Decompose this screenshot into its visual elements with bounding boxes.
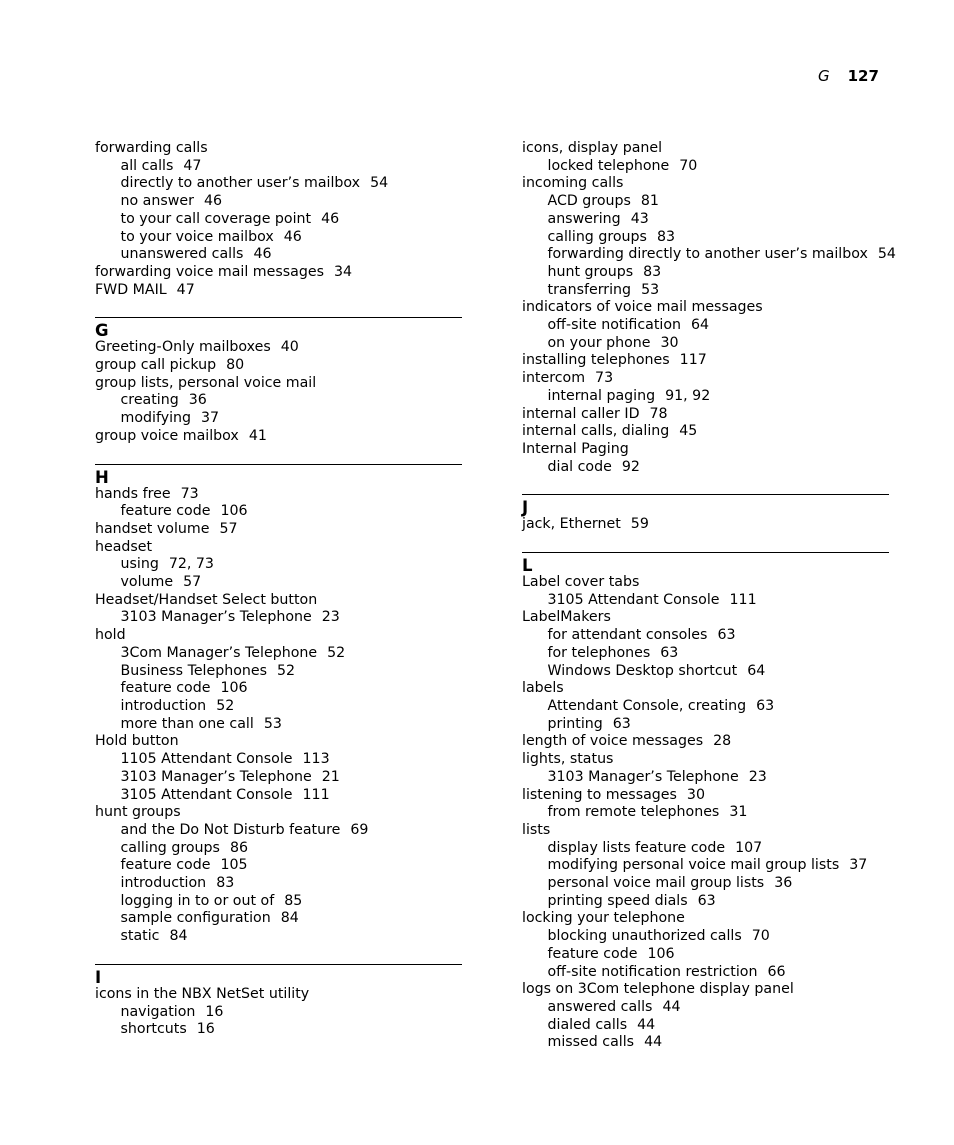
index-subentry bbox=[95, 574, 462, 592]
index-subentry bbox=[95, 609, 462, 627]
subentry-term: 3Com Manager’s Telephone bbox=[120, 644, 318, 661]
entry-term: LabelMakers bbox=[522, 609, 611, 626]
index-subentry bbox=[522, 229, 889, 247]
index-entry bbox=[95, 357, 462, 375]
index-subentry bbox=[95, 663, 462, 681]
index-entry bbox=[95, 521, 462, 539]
subentry-pages: 81 bbox=[640, 193, 659, 210]
subentry-pages: 23 bbox=[748, 768, 767, 785]
page-number: 127 bbox=[847, 67, 879, 85]
entry-pages: 59 bbox=[630, 516, 649, 533]
index-subentry bbox=[522, 999, 889, 1017]
index-entry bbox=[522, 574, 889, 592]
entry-term: incoming calls bbox=[522, 175, 624, 192]
subentry-pages: 64 bbox=[691, 317, 710, 334]
subentry-term: display lists feature code bbox=[547, 839, 726, 856]
entry-pages: 34 bbox=[333, 263, 353, 280]
index-subentry bbox=[95, 211, 462, 229]
entry-pages: 45 bbox=[679, 423, 698, 440]
entry-term: Hold button bbox=[95, 733, 179, 750]
subentry-pages: 37 bbox=[849, 857, 868, 874]
index-entry bbox=[95, 264, 462, 282]
subentry-term: locked telephone bbox=[547, 157, 670, 174]
index-subentry bbox=[522, 264, 889, 282]
subentry-term: modifying bbox=[120, 410, 192, 427]
subentry-term: printing speed dials bbox=[547, 892, 688, 909]
index-entry bbox=[522, 140, 889, 158]
subentry-pages: 16 bbox=[196, 1021, 215, 1038]
subentry-term: on your phone bbox=[547, 334, 651, 351]
subentry-pages: 37 bbox=[201, 410, 220, 427]
subentry-pages: 52 bbox=[216, 697, 235, 714]
entry-term: group call pickup bbox=[95, 357, 217, 374]
entry-term: listening to messages bbox=[522, 786, 677, 803]
subentry-pages: 54 bbox=[370, 175, 389, 192]
index-subentry bbox=[95, 928, 462, 946]
index-entry bbox=[95, 140, 462, 158]
subentry-pages: 105 bbox=[220, 857, 248, 874]
entry-pages: 117 bbox=[679, 352, 707, 369]
subentry-term: hunt groups bbox=[547, 263, 634, 280]
subentry-term: Business Telephones bbox=[120, 662, 268, 679]
subentry-term: sample configuration bbox=[120, 910, 271, 927]
index-entry bbox=[522, 609, 889, 627]
index-subentry bbox=[522, 875, 889, 893]
index-entry bbox=[95, 986, 462, 1004]
index-subentry bbox=[522, 1017, 889, 1035]
index-subentry bbox=[522, 928, 889, 946]
index-entry bbox=[522, 910, 889, 928]
subentry-pages: 83 bbox=[643, 263, 662, 280]
index-subentry bbox=[95, 751, 462, 769]
subentry-pages: 113 bbox=[302, 751, 330, 768]
index-subentry bbox=[522, 211, 889, 229]
index-subentry bbox=[95, 1021, 462, 1039]
subentry-term: transferring bbox=[547, 281, 632, 298]
subentry-term: Attendant Console, creating bbox=[547, 697, 747, 714]
entry-term: installing telephones bbox=[522, 352, 670, 369]
index-subentry bbox=[95, 822, 462, 840]
index-subentry bbox=[95, 857, 462, 875]
subentry-pages: 52 bbox=[327, 644, 346, 661]
index-subentry bbox=[95, 716, 462, 734]
subentry-pages: 53 bbox=[641, 281, 660, 298]
index-subentry bbox=[95, 193, 462, 211]
index-subentry bbox=[95, 158, 462, 176]
index-subentry bbox=[522, 459, 889, 477]
index-section bbox=[522, 552, 889, 1052]
entry-term: intercom bbox=[522, 370, 586, 387]
index-subentry bbox=[522, 388, 889, 406]
index-subentry bbox=[522, 193, 889, 211]
index-section bbox=[95, 140, 462, 299]
index-subentry bbox=[522, 857, 889, 875]
index-entry bbox=[522, 370, 889, 388]
index-subentry bbox=[522, 627, 889, 645]
running-header bbox=[818, 67, 879, 85]
section-letter-heading: H bbox=[95, 464, 462, 486]
subentry-pages: 36 bbox=[774, 875, 793, 892]
subentry-term: feature code bbox=[120, 857, 211, 874]
subentry-term: 3105 Attendant Console bbox=[547, 591, 720, 608]
index-subentry bbox=[522, 716, 889, 734]
subentry-pages: 44 bbox=[662, 998, 681, 1015]
entry-term: group lists, personal voice mail bbox=[95, 374, 317, 391]
subentry-term: printing bbox=[547, 715, 603, 732]
subentry-pages: 66 bbox=[767, 963, 786, 980]
index-entry bbox=[522, 787, 889, 805]
subentry-pages: 23 bbox=[321, 609, 340, 626]
index-entry bbox=[522, 423, 889, 441]
entry-term: indicators of voice mail messages bbox=[522, 299, 763, 316]
subentry-term: feature code bbox=[547, 945, 638, 962]
subentry-term: ACD groups bbox=[547, 193, 631, 210]
subentry-pages: 52 bbox=[277, 662, 296, 679]
subentry-pages: 83 bbox=[216, 875, 235, 892]
subentry-term: using bbox=[120, 556, 159, 573]
subentry-pages: 85 bbox=[284, 892, 303, 909]
entry-term: Greeting-Only mailboxes bbox=[95, 339, 271, 356]
subentry-pages: 86 bbox=[229, 839, 248, 856]
entry-term: locking your telephone bbox=[522, 910, 685, 927]
entry-term: handset volume bbox=[95, 520, 210, 537]
entry-term: jack, Ethernet bbox=[522, 516, 621, 533]
subentry-term: no answer bbox=[120, 193, 194, 210]
index-subentry bbox=[522, 946, 889, 964]
index-subentry bbox=[522, 645, 889, 663]
index-entry bbox=[522, 680, 889, 698]
subentry-pages: 91, 92 bbox=[665, 387, 711, 404]
index-subentry bbox=[522, 663, 889, 681]
entry-term: Label cover tabs bbox=[522, 574, 640, 591]
entry-pages: 78 bbox=[649, 405, 668, 422]
subentry-term: shortcuts bbox=[120, 1021, 187, 1038]
subentry-pages: 107 bbox=[735, 839, 763, 856]
index-subentry bbox=[95, 503, 462, 521]
subentry-pages: 106 bbox=[647, 945, 675, 962]
index-subentry bbox=[522, 840, 889, 858]
index-entry bbox=[95, 428, 462, 446]
entry-term: lists bbox=[522, 821, 551, 838]
subentry-term: feature code bbox=[120, 680, 211, 697]
subentry-term: off-site notification restriction bbox=[547, 963, 758, 980]
subentry-term: off-site notification bbox=[547, 317, 681, 334]
subentry-term: unanswered calls bbox=[120, 246, 244, 263]
subentry-term: 3103 Manager’s Telephone bbox=[120, 768, 312, 785]
index-subentry bbox=[95, 769, 462, 787]
index-entry bbox=[95, 733, 462, 751]
entry-term: logs on 3Com telephone display panel bbox=[522, 981, 794, 998]
index-entry bbox=[522, 981, 889, 999]
subentry-pages: 64 bbox=[747, 662, 766, 679]
subentry-pages: 70 bbox=[751, 928, 770, 945]
index-entry bbox=[522, 751, 889, 769]
section-letter-heading: G bbox=[95, 317, 462, 339]
entry-pages: 28 bbox=[713, 733, 732, 750]
subentry-pages: 43 bbox=[630, 210, 649, 227]
subentry-term: to your voice mailbox bbox=[120, 228, 274, 245]
subentry-term: missed calls bbox=[547, 1034, 635, 1051]
index-section bbox=[95, 964, 462, 1039]
index-subentry bbox=[95, 246, 462, 264]
index-subentry bbox=[522, 158, 889, 176]
subentry-pages: 54 bbox=[877, 246, 896, 263]
subentry-term: blocking unauthorized calls bbox=[547, 928, 742, 945]
index-subentry bbox=[95, 1004, 462, 1022]
entry-term: icons in the NBX NetSet utility bbox=[95, 985, 310, 1002]
entry-term: group voice mailbox bbox=[95, 427, 239, 444]
entry-pages: 40 bbox=[280, 339, 299, 356]
subentry-pages: 92 bbox=[621, 458, 640, 475]
index-subentry bbox=[95, 680, 462, 698]
index-subentry bbox=[95, 840, 462, 858]
entry-term: Headset/Handset Select button bbox=[95, 591, 318, 608]
entry-term: lights, status bbox=[522, 751, 614, 768]
entry-term: Internal Paging bbox=[522, 440, 629, 457]
subentry-term: creating bbox=[120, 392, 179, 409]
index-section bbox=[95, 464, 462, 946]
index-entry bbox=[522, 299, 889, 317]
index-entry bbox=[522, 352, 889, 370]
subentry-pages: 31 bbox=[729, 804, 748, 821]
index-subentry bbox=[95, 556, 462, 574]
index-subentry bbox=[522, 246, 896, 264]
subentry-term: for telephones bbox=[547, 644, 651, 661]
subentry-term: and the Do Not Disturb feature bbox=[120, 821, 341, 838]
subentry-pages: 44 bbox=[644, 1034, 663, 1051]
entry-term: forwarding voice mail messages bbox=[95, 263, 324, 280]
index-entry bbox=[522, 733, 889, 751]
subentry-term: forwarding directly to another user’s mailbox bbox=[547, 246, 868, 263]
subentry-term: 3105 Attendant Console bbox=[120, 786, 293, 803]
entry-term: hunt groups bbox=[95, 804, 181, 821]
entry-pages: 41 bbox=[248, 427, 267, 444]
subentry-pages: 46 bbox=[253, 246, 272, 263]
index-subentry bbox=[95, 893, 462, 911]
header-section-letter: G bbox=[818, 67, 830, 85]
index-entry bbox=[95, 282, 462, 300]
index-subentry bbox=[522, 964, 889, 982]
index-entry bbox=[95, 592, 462, 610]
index-subentry bbox=[522, 698, 889, 716]
subentry-term: feature code bbox=[120, 503, 211, 520]
subentry-term: answering bbox=[547, 210, 621, 227]
subentry-term: directly to another user’s mailbox bbox=[120, 175, 361, 192]
index-column-right bbox=[522, 140, 896, 1052]
entry-term: labels bbox=[522, 680, 564, 697]
subentry-term: 3103 Manager’s Telephone bbox=[120, 609, 312, 626]
index-subentry bbox=[95, 645, 462, 663]
index-entry bbox=[522, 516, 889, 534]
index-entry bbox=[95, 539, 462, 557]
entry-pages: 30 bbox=[686, 786, 705, 803]
subentry-term: logging in to or out of bbox=[120, 892, 275, 909]
entry-term: length of voice messages bbox=[522, 733, 704, 750]
index-subentry bbox=[522, 769, 889, 787]
subentry-term: modifying personal voice mail group lists bbox=[547, 857, 840, 874]
subentry-pages: 70 bbox=[679, 157, 698, 174]
subentry-term: personal voice mail group lists bbox=[547, 875, 765, 892]
subentry-pages: 84 bbox=[280, 910, 299, 927]
index-subentry bbox=[522, 282, 889, 300]
subentry-term: dialed calls bbox=[547, 1016, 628, 1033]
subentry-pages: 46 bbox=[203, 193, 222, 210]
subentry-term: to your call coverage point bbox=[120, 210, 312, 227]
subentry-pages: 21 bbox=[321, 768, 340, 785]
subentry-pages: 63 bbox=[717, 627, 736, 644]
subentry-pages: 111 bbox=[729, 591, 757, 608]
entry-pages: 80 bbox=[226, 357, 245, 374]
index-subentry bbox=[522, 804, 889, 822]
subentry-term: for attendant consoles bbox=[547, 627, 708, 644]
subentry-term: from remote telephones bbox=[547, 804, 720, 821]
index-section bbox=[95, 317, 462, 445]
entry-term: hold bbox=[95, 627, 126, 644]
subentry-term: calling groups bbox=[120, 839, 220, 856]
index-subentry bbox=[522, 335, 889, 353]
entry-pages: 73 bbox=[595, 370, 614, 387]
index-entry bbox=[522, 822, 889, 840]
entry-term: internal calls, dialing bbox=[522, 423, 670, 440]
entry-pages: 57 bbox=[219, 520, 238, 537]
entry-term: FWD MAIL bbox=[95, 281, 167, 298]
index-subentry bbox=[95, 392, 462, 410]
subentry-pages: 47 bbox=[183, 157, 202, 174]
subentry-term: static bbox=[120, 928, 160, 945]
index-subentry bbox=[95, 910, 462, 928]
entry-pages: 73 bbox=[180, 485, 199, 502]
subentry-pages: 63 bbox=[612, 715, 631, 732]
index-section bbox=[522, 140, 896, 476]
section-letter-heading: I bbox=[95, 964, 462, 986]
index-subentry bbox=[522, 893, 889, 911]
subentry-pages: 83 bbox=[656, 228, 675, 245]
subentry-pages: 69 bbox=[350, 821, 369, 838]
index-section bbox=[522, 494, 889, 534]
subentry-pages: 106 bbox=[220, 680, 248, 697]
subentry-term: 3103 Manager’s Telephone bbox=[547, 768, 739, 785]
index-column-left bbox=[95, 140, 462, 1039]
subentry-term: all calls bbox=[120, 157, 174, 174]
subentry-pages: 63 bbox=[756, 697, 775, 714]
index-entry bbox=[95, 627, 462, 645]
index-entry bbox=[95, 375, 462, 393]
section-letter-heading: L bbox=[522, 552, 889, 574]
subentry-term: Windows Desktop shortcut bbox=[547, 662, 738, 679]
subentry-pages: 46 bbox=[321, 210, 340, 227]
subentry-term: more than one call bbox=[120, 715, 254, 732]
subentry-pages: 44 bbox=[637, 1016, 656, 1033]
entry-term: hands free bbox=[95, 485, 171, 502]
index-subentry bbox=[522, 317, 889, 335]
index-entry bbox=[522, 175, 889, 193]
subentry-term: volume bbox=[120, 574, 174, 591]
subentry-term: dial code bbox=[547, 458, 612, 475]
index-entry bbox=[522, 441, 889, 459]
index-subentry bbox=[95, 787, 462, 805]
subentry-pages: 53 bbox=[263, 715, 282, 732]
entry-pages: 47 bbox=[176, 281, 195, 298]
index-subentry bbox=[95, 410, 462, 428]
subentry-pages: 16 bbox=[205, 1003, 224, 1020]
index-subentry bbox=[95, 229, 462, 247]
subentry-pages: 46 bbox=[283, 228, 302, 245]
subentry-term: introduction bbox=[120, 697, 207, 714]
index-subentry bbox=[95, 875, 462, 893]
subentry-term: internal paging bbox=[547, 387, 656, 404]
index-entry bbox=[95, 486, 462, 504]
subentry-term: answered calls bbox=[547, 998, 653, 1015]
subentry-pages: 72, 73 bbox=[168, 556, 214, 573]
subentry-pages: 63 bbox=[660, 644, 679, 661]
subentry-pages: 30 bbox=[660, 334, 679, 351]
section-letter-heading: J bbox=[522, 494, 889, 516]
index-subentry bbox=[522, 1034, 889, 1052]
entry-term: headset bbox=[95, 538, 153, 555]
subentry-pages: 84 bbox=[169, 928, 188, 945]
subentry-term: introduction bbox=[120, 875, 207, 892]
subentry-pages: 57 bbox=[183, 574, 202, 591]
entry-term: icons, display panel bbox=[522, 140, 663, 156]
index-subentry bbox=[95, 175, 462, 193]
index-entry bbox=[522, 406, 889, 424]
index-subentry bbox=[522, 592, 889, 610]
subentry-term: calling groups bbox=[547, 228, 647, 245]
subentry-term: navigation bbox=[120, 1003, 196, 1020]
index-subentry bbox=[95, 698, 462, 716]
subentry-term: 1105 Attendant Console bbox=[120, 751, 293, 768]
subentry-pages: 106 bbox=[220, 503, 248, 520]
entry-term: internal caller ID bbox=[522, 405, 640, 422]
index-entry bbox=[95, 804, 462, 822]
subentry-pages: 111 bbox=[302, 786, 330, 803]
subentry-pages: 36 bbox=[188, 392, 207, 409]
index-entry bbox=[95, 339, 462, 357]
entry-term: forwarding calls bbox=[95, 140, 208, 156]
subentry-pages: 63 bbox=[697, 892, 716, 909]
